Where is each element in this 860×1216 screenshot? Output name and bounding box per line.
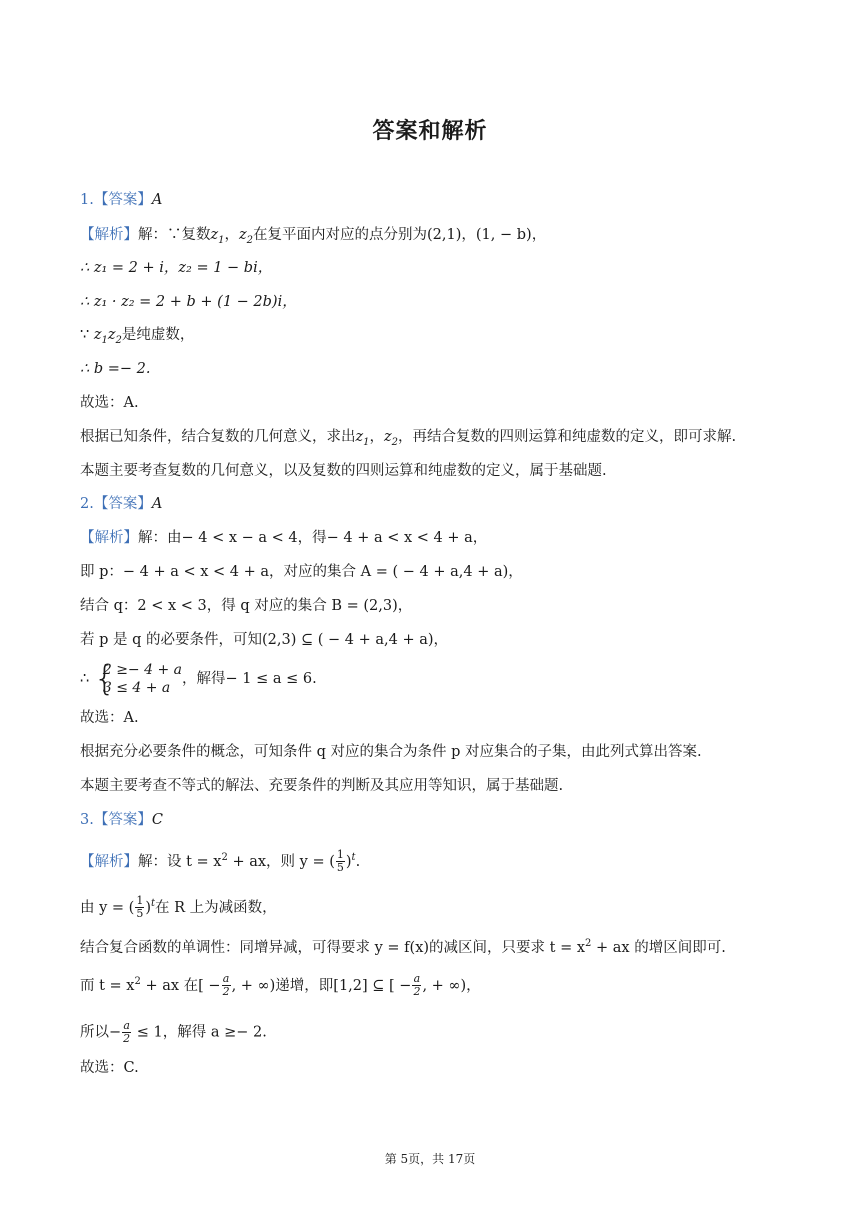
q3-text: 解：设 t = x: [138, 853, 222, 870]
denominator: 5: [136, 907, 144, 921]
q3-text: 在 R 上为减函数，: [155, 899, 277, 916]
exponent: t: [351, 852, 356, 863]
q1-line-5: ∴ b =− 2.: [80, 361, 151, 377]
q1-line-6: 故选：A.: [80, 395, 139, 411]
numerator: 1: [136, 894, 144, 908]
q1-line-7: 根据已知条件，结合复数的几何意义，求出$z_1$，$z_2$，再结合复数的四则运算和纯虚数的定义，即可求解.: [80, 429, 737, 448]
q2-line-4: 若 p 是 q 的必要条件，可知(2,3) ⊆ ( − 4 + a,4 + a)，: [80, 632, 449, 648]
q3-text: + ax 的增区间即可.: [591, 939, 726, 956]
brace-icon: {: [93, 659, 116, 699]
q3-analysis-line-1: 【解析】解：设 $t = x^2$ + ax，则 y = ( $\frac{1}{5}$ )$^t$.: [80, 848, 361, 875]
q1-answer: A: [151, 192, 163, 208]
q2-inequality-system: [94, 661, 182, 697]
fraction: [336, 849, 345, 874]
q2-line-8: 本题主要考查不等式的解法、充要条件的判断及其应用等知识，属于基础题.: [80, 778, 564, 794]
q1-text: 解：∵复数: [138, 227, 211, 243]
q3-text: , + ∞)递增，即[1,2] ⊆ [ −: [231, 977, 412, 994]
q3-text: + ax，则 y = (: [227, 853, 335, 870]
q1-text: ，: [224, 227, 240, 243]
denominator: 2: [222, 985, 230, 999]
exponent: t: [151, 898, 156, 909]
q2-line-2: 即 p：− 4 + a < x < 4 + a，对应的集合 A = ( − 4 + a,4 + a)，: [80, 564, 523, 580]
fraction: [122, 1020, 131, 1045]
numerator: a: [123, 1019, 130, 1032]
numerator: 1: [336, 848, 344, 862]
q2-system-row-1: 2 ≥− 4 + a: [102, 662, 182, 678]
denominator: 5: [336, 861, 344, 875]
q1-text: ∵: [80, 327, 94, 343]
q2-answer: A: [151, 496, 163, 512]
q1-text: 是纯虚数，: [121, 327, 195, 343]
q2-line-3: 结合 q：2 < x < 3，得 q 对应的集合 B = (2,3)，: [80, 598, 413, 614]
q3-text: , + ∞)，: [422, 977, 481, 994]
q1-analysis-tag: 【解析】: [80, 227, 138, 243]
q2-line-6: 故选：A.: [80, 710, 139, 726]
denominator: 2: [413, 985, 421, 999]
q1-line-8: 本题主要考查复数的几何意义，以及复数的四则运算和纯虚数的定义，属于基础题.: [80, 463, 607, 479]
q3-text: 结合复合函数的单调性：同增异减，可得要求 y = f(x)的减区间，只要求 t = x: [80, 939, 586, 956]
q2-analysis-tag: 【解析】: [80, 530, 138, 546]
q3-line-4: 而 $t = x^2$ + ax 在[ − $\frac{a}{2}$ , + ∞)递增，即[1,2] ⊆ [ − $\frac{a}{2}$ , + ∞)，: [80, 972, 481, 999]
q1-analysis-line-1: 【解析】解：∵复数$z_1$，$z_2$在复平面内对应的点分别为(2,1)，(1, − b)，: [80, 227, 547, 246]
q2-answer-tag: 【答案】: [93, 496, 152, 512]
q1-answer-tag: 【答案】: [93, 192, 152, 208]
q3-text: + ax 在[ −: [140, 977, 221, 994]
q1-line-3: ∴ z₁ · z₂ = 2 + b + (1 − 2b)i，: [80, 294, 297, 310]
q3-text: 由 y = (: [80, 899, 135, 916]
fraction: [412, 973, 421, 998]
q3-text: .: [355, 853, 361, 870]
q3-number: 3.: [80, 812, 94, 828]
q3-line-5: [80, 1020, 267, 1045]
q2-answer-line: [80, 494, 162, 514]
q3-text: ): [145, 899, 151, 916]
fraction: [222, 973, 231, 998]
q3-text: ): [345, 853, 352, 870]
q3-answer-line: [80, 810, 163, 830]
page-title: 答案和解析: [372, 119, 488, 144]
page-footer: 第 5页，共 17页: [384, 1152, 476, 1166]
denominator: 2: [123, 1032, 131, 1045]
q2-system-row-2: 3 ≤ 4 + a: [102, 680, 171, 696]
q2-therefore: ∴: [80, 671, 90, 687]
q1-text: ，再结合复数的四则运算和纯虚数的定义，即可求解.: [398, 429, 737, 445]
fraction: [135, 895, 144, 920]
q2-system-line: [80, 660, 317, 698]
q3-text: 所以−: [80, 1024, 122, 1041]
q1-text: 根据已知条件，结合复数的几何意义，求出: [80, 429, 356, 445]
q3-answer: C: [151, 812, 163, 828]
q1-line-2: ∴ z₁ = 2 + i，z₂ = 1 − bi，: [80, 260, 273, 276]
q2-line-7: 根据充分必要条件的概念，可知条件 q 对应的集合为条件 p 对应集合的子集，由此列式算出答案.: [80, 744, 702, 760]
q1-text: 在复平面内对应的点分别为(2,1)，(1, − b)，: [253, 227, 547, 243]
q3-answer-tag: 【答案】: [93, 812, 152, 828]
q1-text: ，: [369, 429, 385, 445]
numerator: a: [222, 972, 230, 986]
q3-line-3: 结合复合函数的单调性：同增异减，可得要求 y = f(x)的减区间，只要求 $t = x^2$ + ax 的增区间即可.: [80, 938, 726, 956]
q3-text: 而 t = x: [80, 977, 135, 994]
numerator: a: [413, 972, 421, 986]
q3-analysis-tag: 【解析】: [80, 853, 138, 870]
q2-analysis-line-1: [80, 528, 487, 548]
q1-number: 1.: [80, 192, 94, 208]
q3-line-6: 故选：C.: [80, 1060, 139, 1076]
q2-system-result: ，解得− 1 ≤ a ≤ 6.: [182, 671, 317, 687]
q2-number: 2.: [80, 496, 94, 512]
q2-text: 解：由− 4 < x − a < 4，得− 4 + a < x < 4 + a，: [138, 530, 488, 546]
q1-line-4: ∵ $z_1z_2$是纯虚数，: [80, 327, 195, 346]
q3-line-2: [80, 894, 277, 920]
q3-text: ≤ 1，解得 a ≥− 2.: [132, 1024, 267, 1041]
q1-answer-line: [80, 190, 162, 210]
